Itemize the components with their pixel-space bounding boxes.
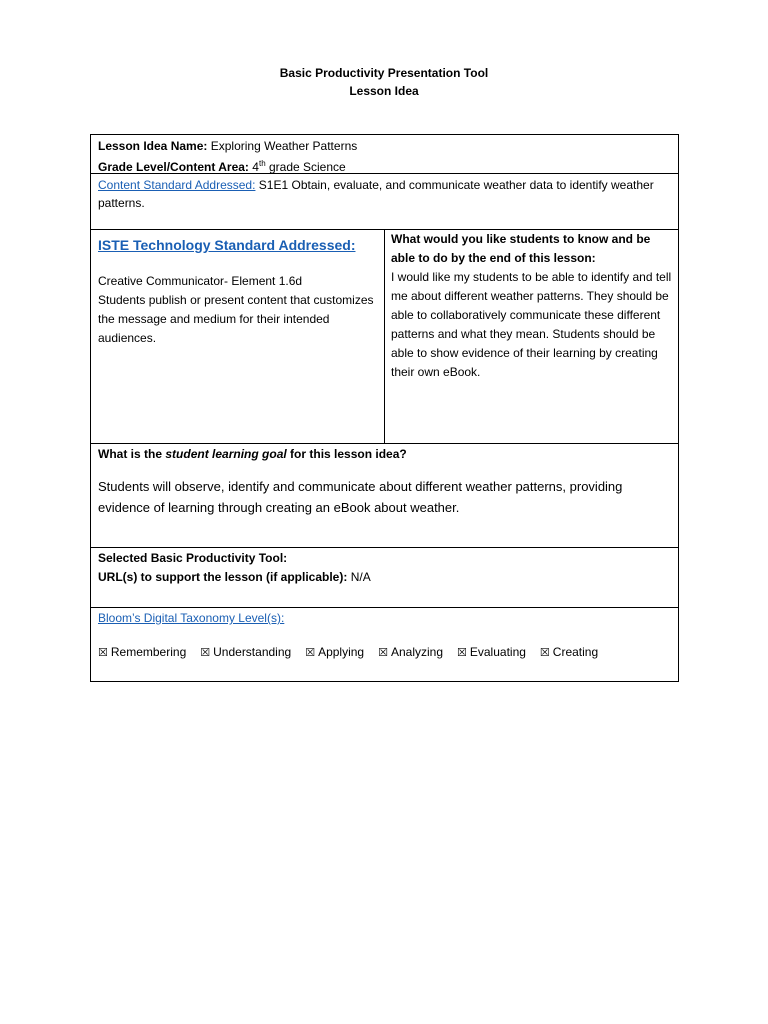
iste-element: Creative Communicator- Element 1.6d: [98, 274, 303, 288]
standards-objectives-row: [91, 230, 678, 444]
checked-box-icon: ☒: [200, 646, 211, 659]
grade-level-label: Grade Level/Content Area:: [98, 160, 249, 174]
goal-suffix: for this lesson idea?: [290, 447, 407, 461]
checked-box-icon: ☒: [539, 646, 550, 659]
grade-level-line: [98, 155, 671, 176]
content-standard-row: [91, 174, 678, 230]
objectives-answer: I would like my students to be able to identify and tell me about different weather patterns. They should be able to collaboratively communicate these different patterns and what they mean. Students should be able to show evidence of their learning by creating their own eBook.: [391, 270, 672, 379]
iste-description: Students publish or present content that customizes the message and medium for their intended audiences.: [98, 293, 374, 345]
document-title: Basic Productivity Presentation Tool: [279, 66, 489, 80]
lesson-info-row: [91, 135, 678, 174]
bloom-label: Bloom’s Digital Taxonomy Level(s):: [98, 611, 285, 625]
learning-goal-question: [98, 445, 671, 463]
tool-row: [91, 548, 678, 608]
goal-prefix: What is the: [98, 447, 163, 461]
grade-suffix: th: [258, 159, 266, 168]
bloom-levels: [98, 645, 671, 659]
bloom-level-applying: [305, 645, 364, 659]
lesson-idea-table: [90, 134, 679, 682]
objectives-question: What would you like students to know and be able to do by the end of this lesson:: [391, 232, 651, 265]
learning-goal-text: Students will observe, identify and communicate about different weather patterns, providing evidence of learning through creating an eBook about weather.: [98, 479, 623, 515]
bloom-level-label: Analyzing: [390, 645, 443, 659]
document-header: [0, 64, 768, 100]
content-standard-text: S1E1 Obtain, evaluate, and communicate weather data to identify weather patterns.: [98, 178, 654, 210]
goal-emphasis: student learning goal: [165, 447, 287, 461]
bloom-level-evaluating: [457, 645, 526, 659]
lesson-name-value: Exploring Weather Patterns: [210, 139, 358, 153]
lesson-name-label: Lesson Idea Name:: [98, 139, 208, 153]
url-label: URL(s) to support the lesson (if applicable):: [98, 570, 348, 584]
lesson-name-line: [98, 137, 671, 155]
checked-box-icon: ☒: [305, 646, 316, 659]
checked-box-icon: ☒: [457, 646, 467, 659]
grade-number: 4: [252, 160, 259, 174]
iste-standard-label: ISTE Technology Standard Addressed:: [98, 237, 356, 253]
bloom-level-understanding: [200, 645, 291, 659]
bloom-level-analyzing: [378, 645, 443, 659]
bloom-row: [91, 608, 678, 681]
bloom-level-label: Evaluating: [469, 645, 526, 659]
bloom-level-label: Creating: [552, 645, 599, 659]
document-subtitle: Lesson Idea: [349, 84, 419, 98]
url-value: N/A: [350, 570, 371, 584]
selected-tool-label: Selected Basic Productivity Tool:: [98, 551, 288, 565]
objectives-cell: [385, 230, 678, 443]
bloom-level-creating: [540, 645, 598, 659]
bloom-level-remembering: [98, 645, 186, 659]
learning-goal-row: [91, 444, 678, 548]
bloom-level-label: Understanding: [213, 645, 292, 659]
checked-box-icon: ☒: [378, 646, 388, 659]
checked-box-icon: ☒: [98, 646, 108, 659]
iste-cell: [91, 230, 385, 443]
content-standard-label: Content Standard Addressed:: [98, 178, 256, 192]
bloom-level-label: Applying: [318, 645, 365, 659]
bloom-level-label: Remembering: [110, 645, 187, 659]
grade-rest: grade Science: [268, 160, 346, 174]
